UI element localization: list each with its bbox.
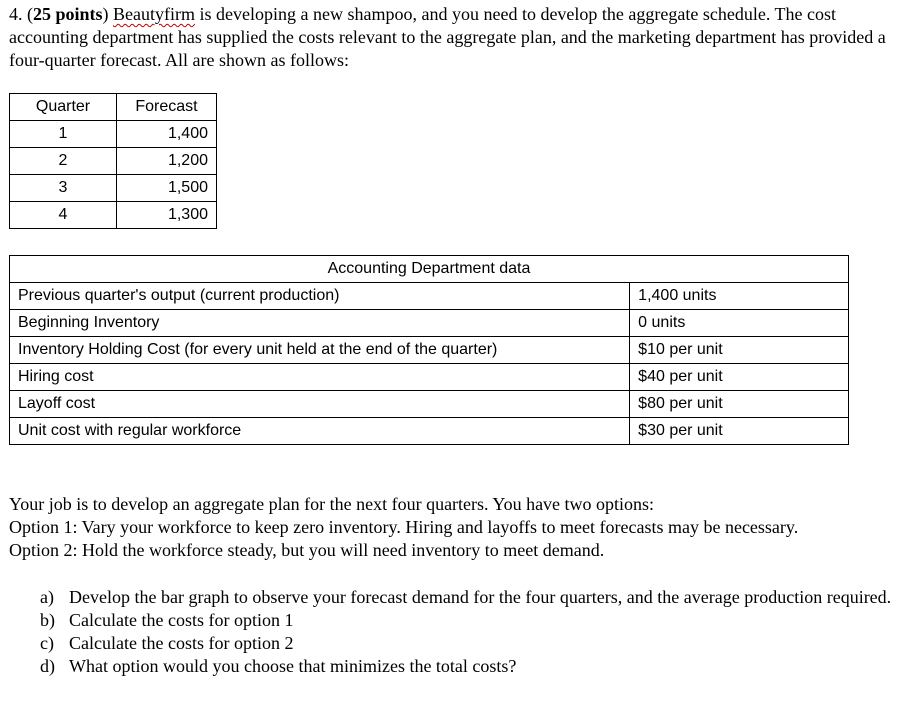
cost-label: Hiring cost bbox=[10, 364, 630, 391]
forecast-header: Forecast bbox=[117, 94, 217, 121]
question-letter: b) bbox=[40, 610, 55, 630]
question-letter: a) bbox=[40, 587, 54, 607]
question-list bbox=[40, 586, 910, 678]
quarter-header: Quarter bbox=[10, 94, 117, 121]
table-row bbox=[10, 364, 849, 391]
problem-intro bbox=[9, 3, 909, 72]
cost-value: $40 per unit bbox=[630, 364, 849, 391]
question-text: Calculate the costs for option 2 bbox=[69, 633, 294, 653]
question-letter: d) bbox=[40, 656, 55, 676]
table-row bbox=[10, 310, 849, 337]
cost-label: Previous quarter's output (current production) bbox=[10, 283, 630, 310]
intro-paragraph bbox=[9, 3, 909, 72]
list-item bbox=[40, 609, 910, 632]
table-row bbox=[10, 121, 217, 148]
accounting-title-row bbox=[10, 256, 849, 283]
cost-value: $10 per unit bbox=[630, 337, 849, 364]
forecast-cell: 1,400 bbox=[117, 121, 217, 148]
cost-label: Unit cost with regular workforce bbox=[10, 418, 630, 445]
table-row bbox=[10, 337, 849, 364]
quarter-cell: 2 bbox=[10, 148, 117, 175]
cost-label: Inventory Holding Cost (for every unit held at the end of the quarter) bbox=[10, 337, 630, 364]
job-line: Your job is to develop an aggregate plan for the next four quarters. You have two options: bbox=[9, 494, 655, 514]
cost-value: $80 per unit bbox=[630, 391, 849, 418]
option-1-line: Option 1: Vary your workforce to keep zero inventory. Hiring and layoffs to meet forecasts may be necessary. bbox=[9, 517, 799, 537]
points-close: ) bbox=[102, 4, 114, 24]
list-item bbox=[40, 586, 910, 609]
table-row bbox=[10, 148, 217, 175]
table-row bbox=[10, 175, 217, 202]
accounting-title: Accounting Department data bbox=[10, 256, 849, 283]
forecast-cell: 1,500 bbox=[117, 175, 217, 202]
problem-number: 4. ( bbox=[9, 4, 33, 24]
cost-value: 0 units bbox=[630, 310, 849, 337]
cost-value: $30 per unit bbox=[630, 418, 849, 445]
cost-label: Beginning Inventory bbox=[10, 310, 630, 337]
forecast-cell: 1,300 bbox=[117, 202, 217, 229]
quarter-cell: 1 bbox=[10, 121, 117, 148]
table-row bbox=[10, 283, 849, 310]
list-item bbox=[40, 632, 910, 655]
list-item bbox=[40, 655, 910, 678]
question-letter: c) bbox=[40, 633, 54, 653]
job-description bbox=[9, 493, 909, 562]
cost-label: Layoff cost bbox=[10, 391, 630, 418]
points-label: 25 points bbox=[33, 4, 103, 24]
cost-value: 1,400 units bbox=[630, 283, 849, 310]
question-text: Develop the bar graph to observe your forecast demand for the four quarters, and the average production required. bbox=[69, 587, 892, 607]
intro-text: is developing a new shampoo, and you need to develop the aggregate schedule. The cost accounting department has supplied the costs relevant to the aggregate plan, and the marketing department has provided a four-quarter forecast. All are shown as follows: bbox=[9, 4, 886, 70]
question-text: What option would you choose that minimizes the total costs? bbox=[69, 656, 517, 676]
accounting-table bbox=[9, 255, 849, 445]
table-row bbox=[10, 391, 849, 418]
company-name: Beautyfirm bbox=[113, 4, 196, 24]
option-2-line: Option 2: Hold the workforce steady, but you will need inventory to meet demand. bbox=[9, 540, 605, 560]
forecast-cell: 1,200 bbox=[117, 148, 217, 175]
question-text: Calculate the costs for option 1 bbox=[69, 610, 294, 630]
forecast-table bbox=[9, 93, 217, 229]
quarter-cell: 3 bbox=[10, 175, 117, 202]
table-row bbox=[10, 202, 217, 229]
forecast-header-row bbox=[10, 94, 217, 121]
table-row bbox=[10, 418, 849, 445]
quarter-cell: 4 bbox=[10, 202, 117, 229]
